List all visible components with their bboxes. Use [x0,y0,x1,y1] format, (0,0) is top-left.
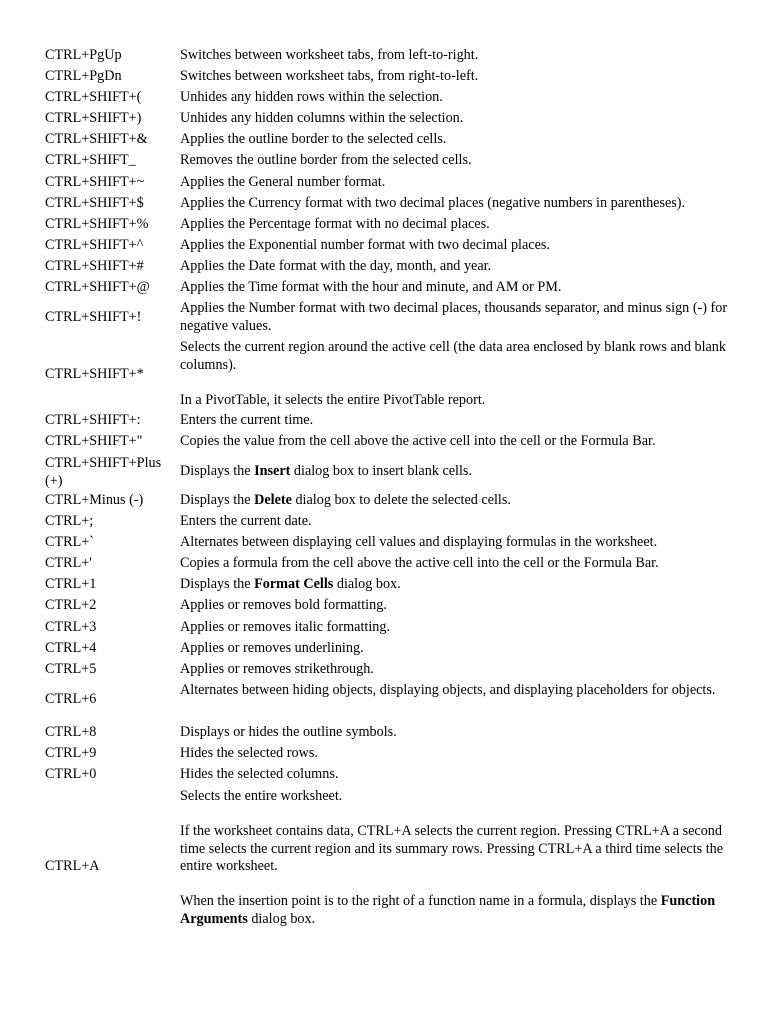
shortcut-key: CTRL+SHIFT+$ [45,195,144,211]
shortcut-key: CTRL+SHIFT+! [45,309,142,325]
shortcut-description: Unhides any hidden columns within the selection. [180,110,464,126]
shortcut-description: Alternates between hiding objects, displaying objects, and displaying placeholders for objects. [180,682,716,698]
shortcut-description: Hides the selected columns. [180,766,339,782]
shortcut-key: CTRL+SHIFT_ [45,152,136,168]
shortcut-description [180,788,740,928]
dialog-name: Delete [254,492,292,508]
shortcut-description: Displays the Format Cells dialog box. [180,576,401,592]
dialog-name: Format Cells [254,576,334,592]
shortcut-description: Copies the value from the cell above the active cell into the cell or the Formula Bar. [180,433,656,449]
shortcut-description: Applies or removes italic formatting. [180,619,390,635]
shortcut-key: CTRL+PgUp [45,47,122,63]
shortcut-key: CTRL+SHIFT+" [45,433,143,449]
shortcut-description: Applies the Time format with the hour and minute, and AM or PM. [180,279,562,295]
shortcut-description: Applies the outline border to the selected cells. [180,131,447,147]
shortcut-key: CTRL+2 [45,597,97,613]
shortcut-description: Displays the Delete dialog box to delete the selected cells. [180,492,511,508]
description-paragraph: Selects the entire worksheet. [180,788,343,804]
shortcut-key: CTRL+6 [45,691,97,707]
shortcut-key: CTRL+SHIFT+^ [45,237,144,253]
shortcut-description: Applies or removes underlining. [180,640,364,656]
shortcut-description: Displays or hides the outline symbols. [180,724,397,740]
shortcut-description: Copies a formula from the cell above the active cell into the cell or the Formula Bar. [180,555,659,571]
shortcut-description [180,339,740,409]
shortcut-key: CTRL+SHIFT+@ [45,279,150,295]
shortcut-key: CTRL+9 [45,745,97,761]
shortcut-description: Applies or removes strikethrough. [180,661,374,677]
shortcut-key: CTRL+; [45,513,94,529]
shortcut-description: Applies the Number format with two decimal places, thousands separator, and minus sign (-) for negative values. [180,300,728,334]
shortcut-description: Alternates between displaying cell values and displaying formulas in the worksheet. [180,534,658,550]
shortcut-key: CTRL+SHIFT+) [45,110,142,126]
shortcut-description: Hides the selected rows. [180,745,318,761]
description-paragraph: Selects the current region around the active cell (the data area enclosed by blank rows and blank columns). [180,339,726,373]
shortcut-description: Applies the General number format. [180,174,386,190]
shortcut-key: CTRL+8 [45,724,97,740]
shortcut-description: Applies or removes bold formatting. [180,597,387,613]
shortcut-description: Enters the current date. [180,513,312,529]
shortcut-description: Applies the Date format with the day, month, and year. [180,258,492,274]
shortcut-key: CTRL+SHIFT+Plus (+) [45,455,162,489]
shortcut-key: CTRL+` [45,534,94,550]
shortcut-description: Removes the outline border from the selected cells. [180,152,472,168]
shortcut-key: CTRL+1 [45,576,97,592]
shortcut-key: CTRL+0 [45,766,97,782]
shortcut-description: Switches between worksheet tabs, from left-to-right. [180,47,479,63]
description-paragraph: If the worksheet contains data, CTRL+A selects the current region. Pressing CTRL+A a second time selects the current region and its summary rows. Pressing CTRL+A a third time selects the entire worksheet. [180,823,724,874]
shortcut-description: Enters the current time. [180,412,314,428]
shortcut-key: CTRL+5 [45,661,97,677]
shortcut-key: CTRL+3 [45,619,97,635]
dialog-name: Insert [254,463,291,479]
description-paragraph: In a PivotTable, it selects the entire PivotTable report. [180,391,486,408]
shortcut-key: CTRL+Minus (-) [45,492,144,508]
shortcut-key: CTRL+SHIFT+~ [45,174,145,190]
shortcut-description: Displays the Insert dialog box to insert blank cells. [180,463,473,479]
shortcut-description: Applies the Currency format with two decimal places (negative numbers in parentheses). [180,195,686,211]
shortcut-key: CTRL+SHIFT+* [45,366,144,382]
shortcut-key: CTRL+4 [45,640,97,656]
shortcut-key: CTRL+SHIFT+( [45,89,142,105]
shortcut-description: Applies the Percentage format with no decimal places. [180,216,490,232]
shortcut-key: CTRL+SHIFT+% [45,216,149,232]
shortcut-key: CTRL+PgDn [45,68,122,84]
shortcut-key: CTRL+SHIFT+& [45,131,148,147]
shortcut-key: CTRL+A [45,858,100,874]
description-paragraph: When the insertion point is to the right of a function name in a formula, displays the Function Arguments dialog box. [180,893,716,927]
shortcut-description: Applies the Exponential number format with two decimal places. [180,237,550,253]
shortcut-key: CTRL+' [45,555,92,571]
dialog-name: Function Arguments [180,893,716,927]
shortcut-description: Unhides any hidden rows within the selection. [180,89,443,105]
shortcut-description: Switches between worksheet tabs, from right-to-left. [180,68,479,84]
shortcut-key: CTRL+SHIFT+: [45,412,141,428]
shortcut-key: CTRL+SHIFT+# [45,258,144,274]
